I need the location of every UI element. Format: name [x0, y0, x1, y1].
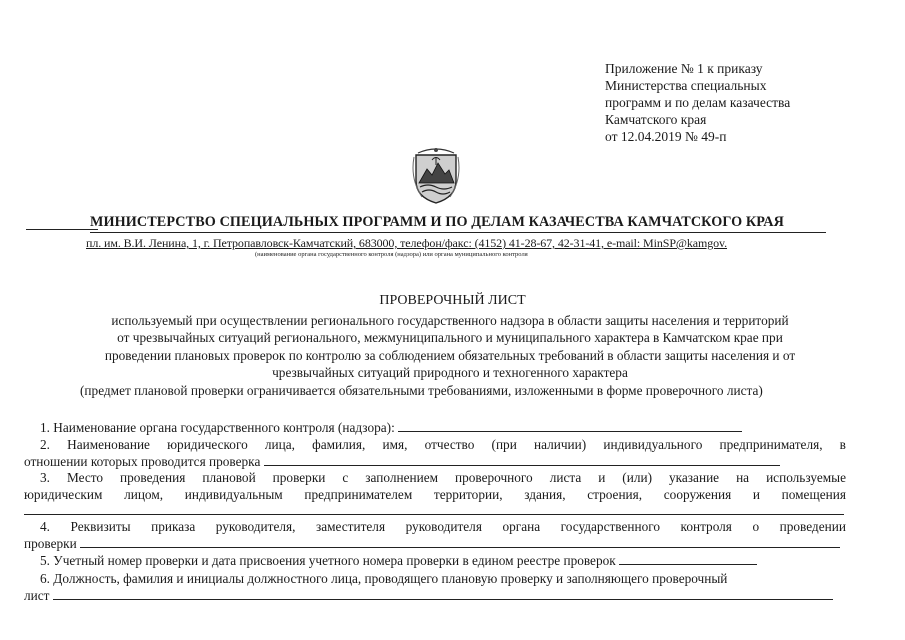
address-caption: (наименование органа государственного контроля (надзора) или органа муниципального контроля [255, 251, 528, 258]
title-description [30, 312, 870, 382]
word: и [598, 470, 606, 485]
word: заполнением [365, 470, 439, 485]
word: проведения [120, 470, 186, 485]
kamchatka-coat-of-arms-icon [410, 143, 462, 205]
word: индивидуального [603, 437, 703, 452]
item-6-label-cont: лист [24, 588, 50, 603]
word: юридическим [24, 487, 103, 502]
item-1-label: 1. Наименование органа государственного контроля (надзора): [40, 420, 395, 435]
word: органа [502, 519, 541, 534]
word: предпринимателя, [719, 437, 823, 452]
item-6-label: 6. Должность, фамилия и инициалы должностного лица, проводящего плановую проверку и заполняющего проверочный [40, 571, 728, 586]
appendix-block [605, 60, 895, 145]
word: 4. [40, 519, 50, 534]
word: с [342, 470, 349, 485]
item-1-blank-field[interactable] [398, 419, 742, 432]
word: Место [66, 470, 104, 485]
word: сооружения [663, 487, 732, 502]
form-item-5 [40, 552, 850, 569]
item-5-label: 5. Учетный номер проверки и дата присвоения учетного номера проверки в едином реестре проверок [40, 553, 616, 568]
word: указание [668, 470, 720, 485]
appendix-line: Приложение № 1 к приказу [605, 61, 763, 76]
word: на [736, 470, 750, 485]
item-4-line-1 [40, 518, 846, 535]
appendix-line: от 12.04.2019 № 49-п [605, 129, 727, 144]
form-item-6-cont [24, 587, 850, 604]
form-item-3 [40, 469, 846, 486]
item-2-blank-field[interactable] [264, 453, 780, 466]
description-line: используемый при осуществлении регионального государственного надзора в области защиты населения и территорий [111, 313, 789, 328]
word: фамилия, [312, 437, 366, 452]
word: о [752, 519, 760, 534]
word: 2. [40, 437, 50, 452]
word: Наименование [67, 437, 150, 452]
item-5-blank-field[interactable] [619, 552, 757, 565]
form-item-2-cont [24, 453, 850, 470]
item-3-line-2 [24, 486, 846, 503]
word: отчество [424, 437, 475, 452]
word: государственного [560, 519, 661, 534]
description-line: от чрезвычайных ситуаций регионального, межмуниципального и муниципального характера в Камчатском крае при [117, 330, 783, 346]
ministry-rule [90, 232, 826, 233]
form-item-1 [40, 419, 840, 436]
form-item-4 [40, 518, 846, 535]
description-line: чрезвычайных ситуаций природного и техногенного характера [272, 365, 628, 381]
word: заместителя [315, 519, 386, 534]
word: здания, [524, 487, 566, 502]
left-rule [26, 229, 98, 230]
appendix-line: Камчатского края [605, 112, 707, 127]
word: юридического [167, 437, 248, 452]
word: наличии) [533, 437, 587, 452]
ministry-name: МИНИСТЕРСТВО СПЕЦИАЛЬНЫХ ПРОГРАММ И ПО ДЕЛАМ КАЗАЧЕСТВА КАМЧАТСКОГО КРАЯ [90, 214, 784, 230]
word: плановой [202, 470, 256, 485]
form-item-3-cont [24, 486, 846, 503]
item-2-line-1 [40, 436, 846, 453]
word: и [752, 487, 760, 502]
word: в [839, 437, 846, 452]
description-line: проведении плановых проверок по контролю за соблюдением обязательных требований в области защиты населения и от [104, 347, 796, 363]
word: лица, [264, 437, 295, 452]
item-2-label: отношении которых проводится проверка [24, 454, 261, 469]
word: проверочного [455, 470, 533, 485]
item-3-line-1 [40, 469, 846, 486]
word: имя, [382, 437, 408, 452]
word: проведении [779, 519, 846, 534]
appendix-line: программ и по делам казачества [605, 95, 791, 110]
page-title: ПРОВЕРОЧНЫЙ ЛИСТ [379, 293, 526, 308]
word: (или) [622, 470, 653, 485]
ministry-address: пл. им. В.И. Ленина, 1, г. Петропавловск-Камчатский, 683000, телефон/факс: (4152) 41-28-67, 42-31-41, e-mail: MinSP@kamgov. [86, 236, 728, 250]
word: индивидуальным [184, 487, 283, 502]
word: (при [491, 437, 517, 452]
word: листа [549, 470, 582, 485]
form-item-6 [40, 570, 850, 587]
form-item-4-cont [24, 535, 850, 552]
word: территории, [433, 487, 503, 502]
word: руководителя, [215, 519, 296, 534]
appendix-line: Министерства специальных [605, 78, 767, 93]
item-3-blank-field[interactable] [24, 514, 844, 515]
word: Реквизиты [70, 519, 131, 534]
item-6-blank-field[interactable] [53, 587, 833, 600]
item-4-blank-field[interactable] [80, 535, 840, 548]
word: 3. [40, 470, 50, 485]
word: лицом, [124, 487, 164, 502]
item-4-label: проверки [24, 536, 77, 551]
word: предпринимателем [304, 487, 413, 502]
form-item-2 [40, 436, 846, 453]
word: руководителя [405, 519, 482, 534]
word: проверки [272, 470, 326, 485]
word: помещения [781, 487, 846, 502]
word: контроля [680, 519, 732, 534]
word: строения, [587, 487, 643, 502]
word: приказа [151, 519, 196, 534]
inspection-subject: (предмет плановой проверки ограничивается обязательными требованиями, изложенными в форме проверочного листа) [80, 383, 763, 398]
word: используемые [766, 470, 846, 485]
